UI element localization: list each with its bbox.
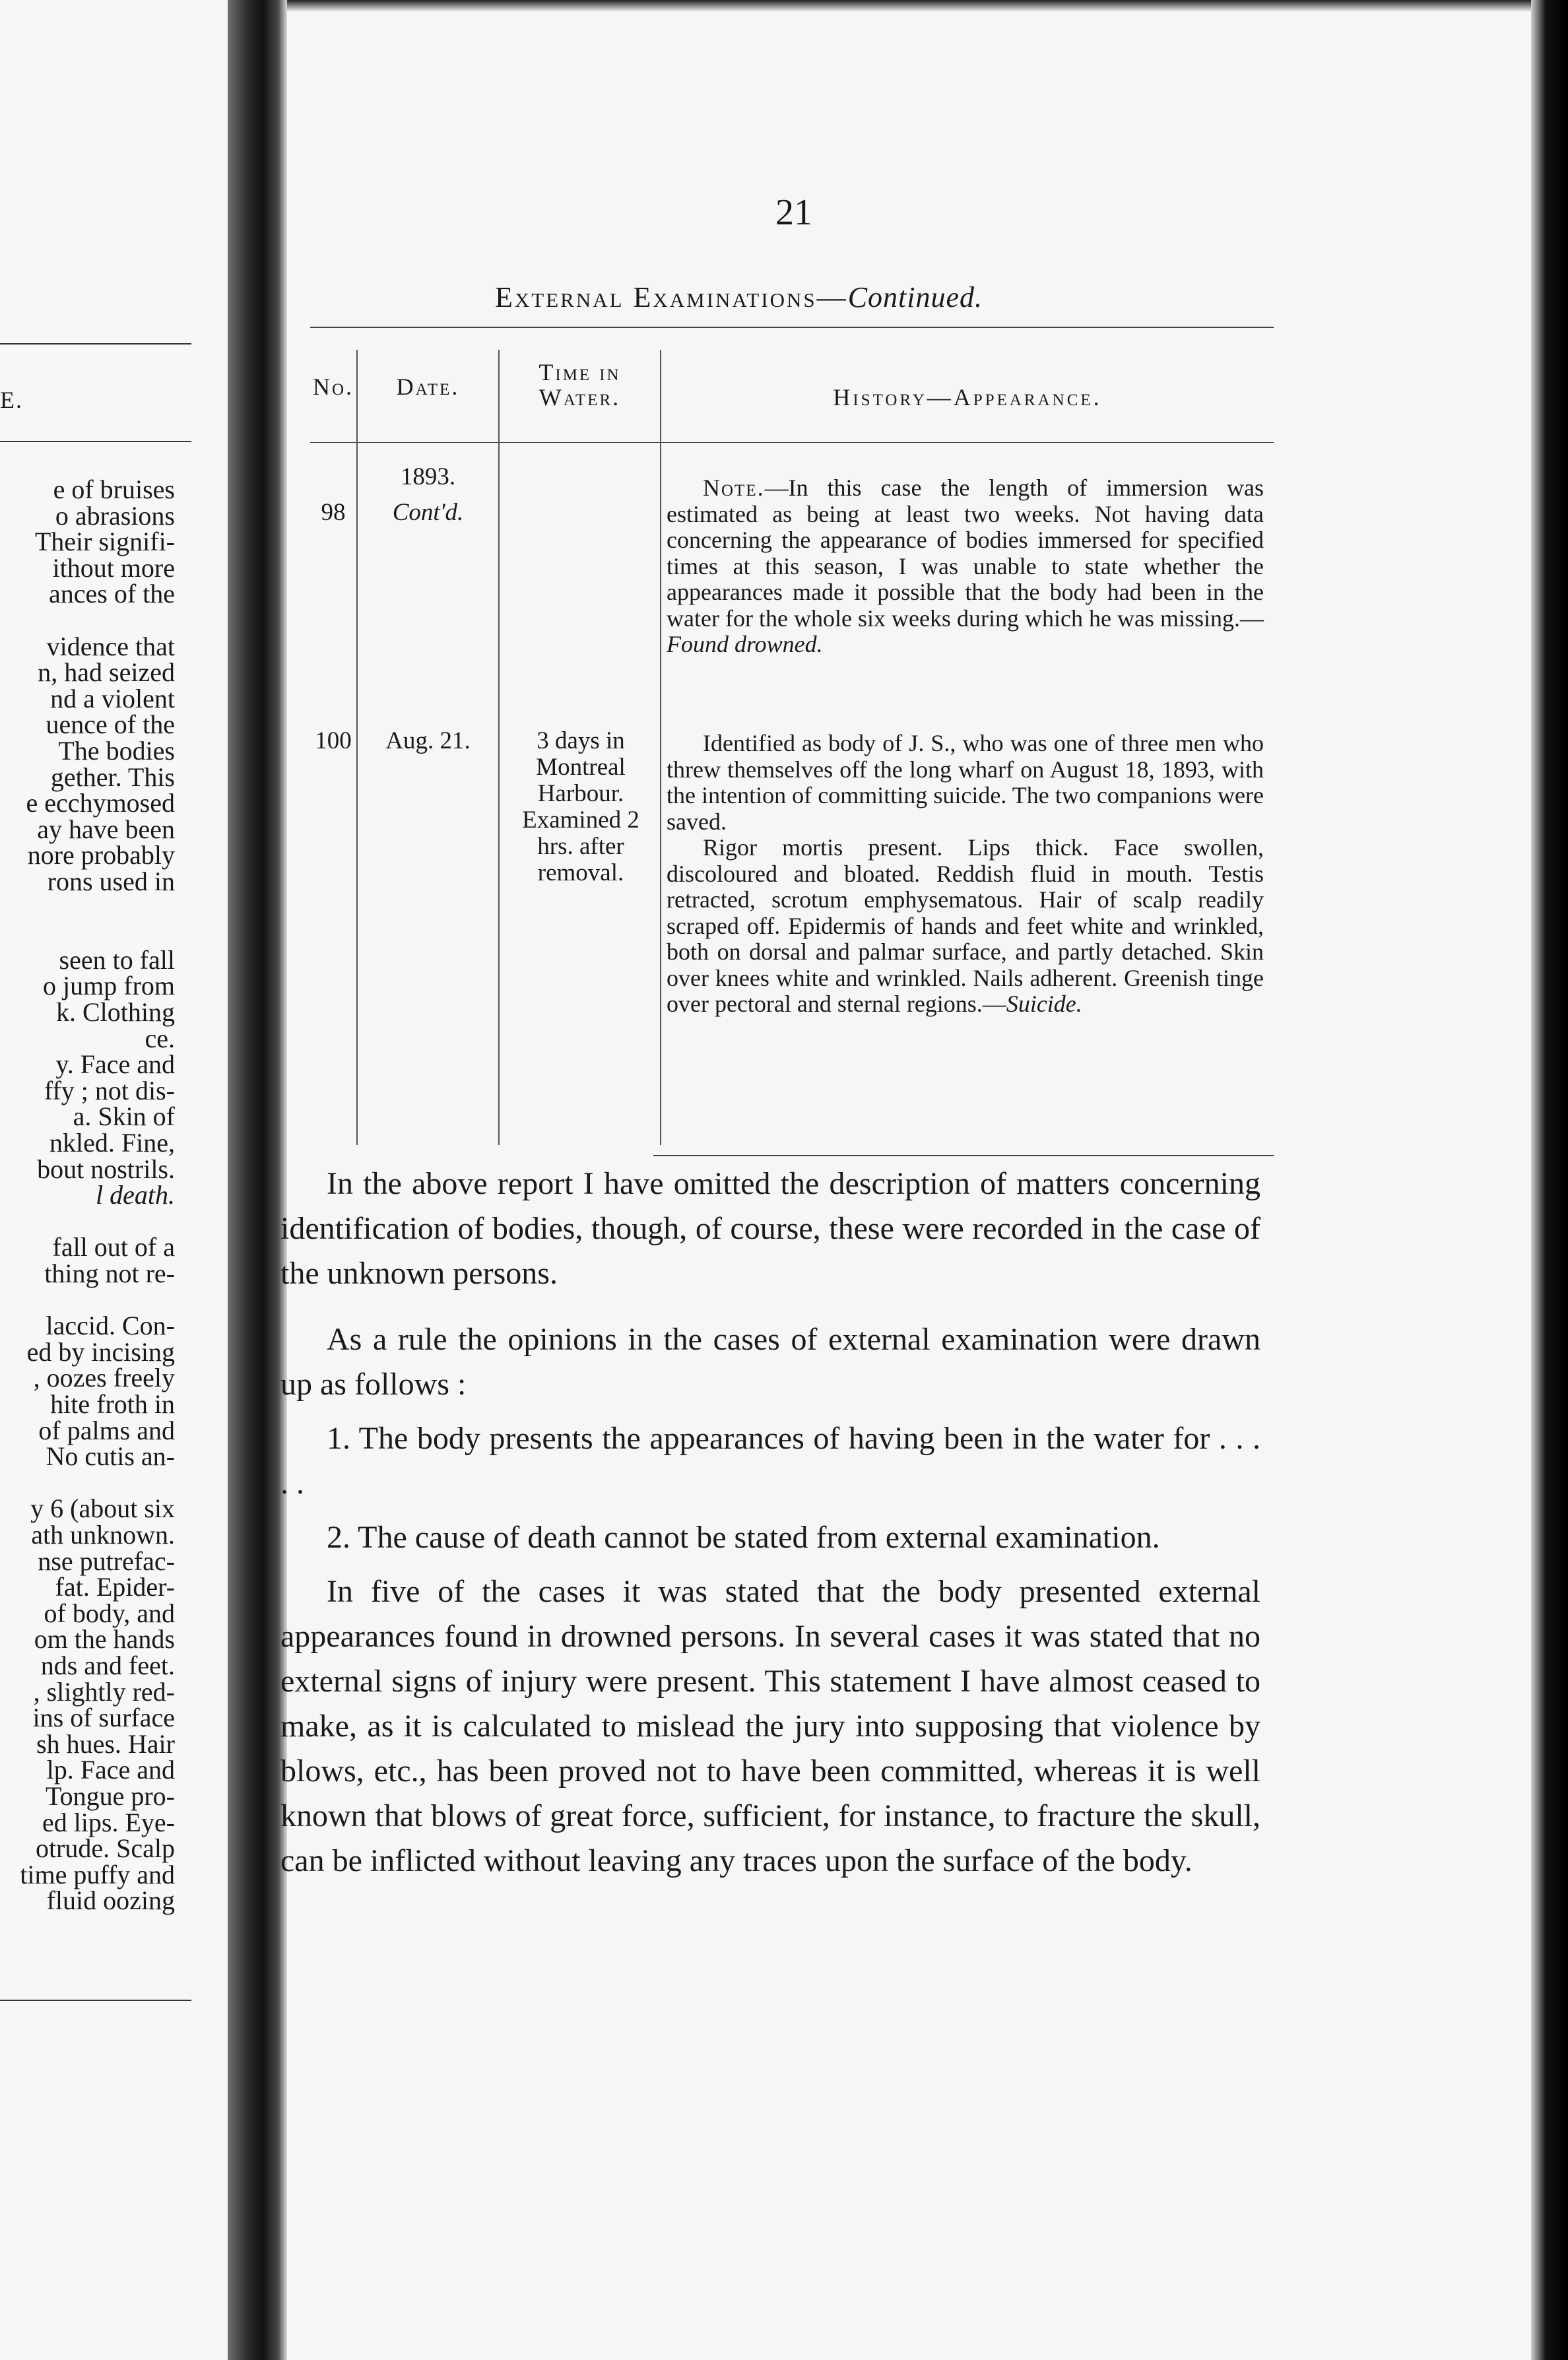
left-page-line: ins of surface <box>32 1703 175 1733</box>
row-100-history-identification: Identified as body of J. S., who was one of three men who threw themselves off the long wharf on August 18, 1893, with the intention of committing suicide. The two companions were saved. <box>667 730 1264 835</box>
body-text <box>280 1162 1260 1893</box>
left-page-line: fall out of a <box>52 1232 175 1262</box>
left-header-fragment: E. <box>0 387 23 413</box>
left-page-line: fluid oozing <box>46 1885 175 1916</box>
left-page-line: Tongue pro- <box>45 1781 175 1811</box>
header-history: History—Appearance. <box>833 384 1102 410</box>
row-100-verdict: Suicide. <box>1006 991 1082 1017</box>
page-right-edge <box>1531 0 1568 2360</box>
left-page-line: laccid. Con- <box>46 1311 175 1341</box>
section-title <box>495 280 983 314</box>
left-page-line: bout nostrils. <box>37 1154 175 1184</box>
left-page-line: Their signifi- <box>34 527 175 557</box>
left-page-line: uence of the <box>46 709 175 740</box>
left-page-line: ed by incising <box>26 1336 175 1367</box>
left-page-line: ithout more <box>52 552 175 583</box>
page-top-edge <box>287 0 1531 12</box>
table-bottom-rule <box>653 1155 1274 1156</box>
column-divider <box>660 350 661 1145</box>
row-98-history-text: —In this case the length of immersion was estimated as being at least two weeks. Not having data concerning the appearance of bodies immersed for specified times at this season, I was unable to state whether the appearances made it possible that the body had been in the water for the whole six weeks during which he was missing.— <box>667 475 1264 632</box>
left-page-line: time puffy and <box>20 1859 175 1889</box>
paragraph-opinions-intro: As a rule the opinions in the cases of external examination were drawn up as follows : <box>280 1322 1260 1402</box>
row-98-year: 1893. <box>400 463 456 490</box>
left-page-line: of palms and <box>38 1415 175 1445</box>
left-page-line: The bodies <box>58 736 175 766</box>
left-page-line: l death. <box>96 1180 175 1210</box>
left-page-line: seen to fall <box>59 944 175 975</box>
left-page-line: nore probably <box>27 840 175 870</box>
header-date: Date. <box>396 374 460 400</box>
left-page-line: gether. This <box>50 762 175 792</box>
row-98-verdict: Found drowned. <box>667 631 823 657</box>
row-100-no: 100 <box>315 727 352 754</box>
left-page-line: rons used in <box>47 867 175 896</box>
book-spine-shadow <box>228 0 287 2360</box>
left-page-line: , oozes freely <box>33 1363 175 1393</box>
left-page-line: nd a violent <box>50 683 175 713</box>
header-no: No. <box>312 374 354 400</box>
row-100-history-findings: Rigor mortis present. Lips thick. Face swollen, discoloured and bloated. Reddish fluid in mouth. Testis retracted, scrotum emphysematous. Hair of scalp readily scraped off. Epidermis of hands and feet white and wrinkled, both on dorsal and palmar surface, and partly detached. Skin over knees white and wrinkled. Nails adherent. Greenish tinge over pectoral and sternal regions.— <box>667 834 1264 1017</box>
left-page-line: hite froth in <box>50 1389 175 1419</box>
left-header-rule-bottom <box>0 441 191 442</box>
left-page-line: lp. Face and <box>46 1755 175 1785</box>
left-page-line: nds and feet. <box>40 1651 175 1680</box>
row-100-time-in-water: 3 days in Montreal Harbour. Examined 2 hrs. after removal. <box>522 727 639 886</box>
left-page-line: ath unknown. <box>31 1520 175 1550</box>
page-number: 21 <box>775 192 812 233</box>
section-title-main: External Examinations— <box>495 281 848 313</box>
left-page-line: e of bruises <box>53 475 175 504</box>
left-page-line: e ecchymosed <box>26 788 175 818</box>
column-divider <box>498 350 500 1145</box>
left-page-line: o jump from <box>43 971 175 1001</box>
left-page-line: y. Face and <box>55 1049 175 1080</box>
left-page-line: sh hues. Hair <box>36 1728 175 1759</box>
left-page-line: n, had seized <box>38 657 175 688</box>
header-time-in-water: Time in Water. <box>539 359 621 410</box>
paragraph-external-signs: In five of the cases it was stated that the body presented external appearances found in drowned persons. In several cases it was stated that no external signs of injury were present. This statement I have almost ceased to make, as it is calculated to mislead the jury into supposing that violence by blows, etc., has been proved not to have been committed, whereas it is well known that blows of great force, sufficient, for instance, to fracture the skull, can be inflicted without leaving any traces upon the surface of the body. <box>280 1574 1260 1878</box>
left-page-line: of body, and <box>44 1598 175 1628</box>
row-98-date: Cont'd. <box>392 499 464 526</box>
note-label: Note. <box>703 475 765 501</box>
opinion-item-2: 2. The cause of death cannot be stated from external examination. <box>327 1520 1160 1555</box>
left-header-rule <box>0 343 191 344</box>
left-page-line: otrude. Scalp <box>35 1833 175 1864</box>
left-page-line: , slightly red- <box>33 1676 175 1707</box>
opinion-item-1: 1. The body presents the appearances of having been in the water for . . . . . <box>280 1421 1260 1501</box>
left-page-line: ce. <box>145 1023 175 1053</box>
row-98-no: 98 <box>321 499 346 526</box>
row-100-date: Aug. 21. <box>385 727 471 754</box>
table-header-rule <box>310 442 1274 443</box>
left-page-line: ances of the <box>48 579 175 609</box>
left-page-line: o abrasions <box>55 500 175 531</box>
left-page-fragment <box>0 0 228 2360</box>
section-title-continued: Continued. <box>847 281 983 313</box>
left-page-line: ffy ; not dis- <box>44 1075 175 1105</box>
table-top-rule <box>310 327 1274 328</box>
examinations-table <box>310 327 1274 1165</box>
left-page-line: fat. Epider- <box>55 1572 175 1602</box>
left-page-line: a. Skin of <box>73 1101 175 1132</box>
left-page-line: nse putrefac- <box>38 1546 175 1576</box>
left-page-line: y 6 (about six <box>30 1493 175 1524</box>
row-100-history <box>667 731 1264 1018</box>
paragraph-report-note: In the above report I have omitted the description of matters concerning identification of bodies, though, of course, these were recorded in the case of the unknown persons. <box>280 1166 1260 1291</box>
left-page-line: No cutis an- <box>46 1441 175 1472</box>
left-page-line: thing not re- <box>44 1259 175 1288</box>
left-page-line: om the hands <box>34 1624 175 1655</box>
left-page-line: vidence that <box>46 631 175 661</box>
left-footer-rule <box>0 2000 191 2001</box>
row-98-history <box>667 475 1264 658</box>
left-page-line: ay have been <box>37 814 175 844</box>
left-page-line: ed lips. Eye- <box>42 1807 175 1837</box>
left-page-line: k. Clothing <box>55 997 175 1027</box>
left-page-line: nkled. Fine, <box>49 1128 175 1158</box>
